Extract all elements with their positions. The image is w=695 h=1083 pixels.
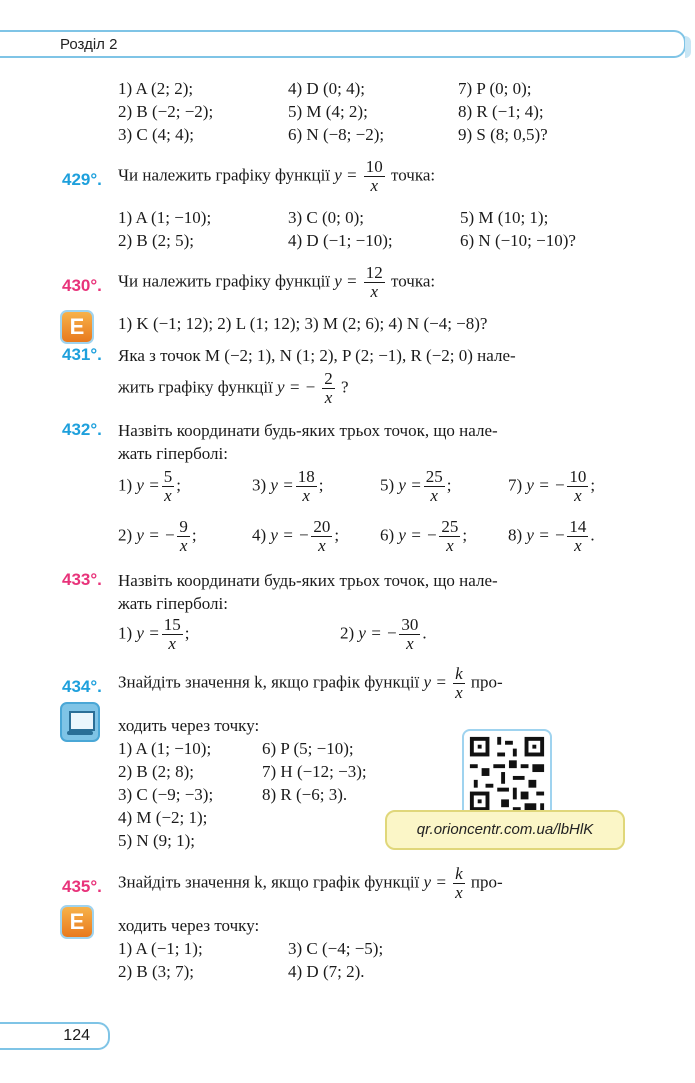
- fraction-denominator: x: [574, 486, 582, 505]
- exercise-number-435: 435°.: [62, 877, 102, 896]
- fraction-numerator: 18: [297, 467, 315, 486]
- function-label: y = −: [358, 623, 398, 643]
- exercise-429-question: [118, 158, 435, 195]
- exercise-number-430: 430°.: [62, 276, 102, 295]
- item-end: .: [422, 623, 427, 643]
- question-end: про-: [470, 872, 503, 892]
- fraction-numerator: k: [455, 864, 463, 883]
- fraction: [311, 518, 332, 555]
- exercise-431-line2: [118, 370, 349, 407]
- ex434-item-8: 8) R (−6; 3).: [262, 785, 348, 804]
- item-label: 2): [118, 525, 133, 545]
- item-end: ;: [590, 475, 596, 495]
- fraction-numerator: 15: [163, 615, 181, 634]
- ex429-item-1: 1) A (1; −10);: [118, 208, 212, 227]
- prev-item-5: 5) M (4; 2);: [288, 102, 368, 121]
- function-label: y =: [423, 872, 447, 892]
- exercise-432-line1: Назвіть координати будь-яких трьох точок, що нале-: [118, 421, 498, 440]
- item-end: ;: [334, 525, 340, 545]
- page-number: 124: [0, 1022, 110, 1050]
- exercise-433-line2: жать гіперболі:: [118, 594, 228, 613]
- fraction-denominator: x: [324, 388, 333, 407]
- item-label: 6): [380, 525, 395, 545]
- exercise-435-question: [118, 865, 503, 902]
- ex429-item-5: 5) M (10; 1);: [460, 208, 549, 227]
- exercise-number-431: 431°.: [62, 345, 102, 364]
- ex432-item-1: [118, 468, 181, 505]
- fraction: [296, 468, 317, 505]
- fraction-denominator: x: [302, 486, 310, 505]
- item-label: 7): [508, 475, 523, 495]
- question-text: Чи належить графіку функції: [118, 271, 331, 291]
- qr-link[interactable]: qr.orioncentr.com.ua/lbHlK: [385, 810, 625, 850]
- item-label: 8): [508, 525, 523, 545]
- ex429-item-4: 4) D (−1; −10);: [288, 231, 393, 250]
- ex435-item-3: 3) C (−4; −5);: [288, 939, 384, 958]
- fraction-denominator: x: [164, 486, 172, 505]
- question-end: ?: [341, 377, 349, 397]
- exercise-number-434: 434°.: [62, 677, 102, 696]
- ex432-item-5: [380, 468, 451, 505]
- fraction: [567, 518, 588, 555]
- fraction: [322, 370, 335, 407]
- ex434-item-4: 4) M (−2; 1);: [118, 808, 208, 827]
- exercise-434-question: [118, 665, 503, 702]
- prev-item-4: 4) D (0; 4);: [288, 79, 365, 98]
- function-label: y =: [334, 271, 358, 291]
- question-text: Знайдіть значення k, якщо графік функції: [118, 872, 420, 892]
- ex432-item-4: [252, 518, 339, 555]
- fraction-numerator: 25: [425, 467, 443, 486]
- ex432-item-7: [508, 468, 595, 505]
- fraction: [439, 518, 460, 555]
- fraction: [567, 468, 588, 505]
- ex432-item-8: [508, 518, 595, 555]
- question-end: про-: [470, 672, 503, 692]
- ex435-item-1: 1) A (−1; 1);: [118, 939, 203, 958]
- item-end: ;: [191, 525, 197, 545]
- exercise-434-line2: ходить через точку:: [118, 716, 260, 735]
- question-end: точка:: [391, 165, 436, 185]
- item-label: 1): [118, 475, 133, 495]
- item-end: ;: [462, 525, 468, 545]
- ex434-item-5: 5) N (9; 1);: [118, 831, 195, 850]
- item-end: .: [590, 525, 595, 545]
- item-end: ;: [318, 475, 324, 495]
- prev-item-8: 8) R (−1; 4);: [458, 102, 544, 121]
- qr-code-icon: [466, 733, 548, 815]
- fraction-denominator: x: [406, 634, 414, 653]
- fraction: [453, 865, 465, 902]
- question-text: Чи належить графіку функції: [118, 165, 331, 185]
- ex432-item-3: [252, 468, 323, 505]
- fraction: [424, 468, 445, 505]
- prev-item-2: 2) B (−2; −2);: [118, 102, 214, 121]
- function-label: y =: [334, 165, 358, 185]
- exercise-435-line2: ходить через точку:: [118, 916, 260, 935]
- exercise-433-line1: Назвіть координати будь-яких трьох точок, що нале-: [118, 571, 498, 590]
- fraction: [162, 616, 183, 653]
- fraction-denominator: x: [455, 683, 463, 702]
- fraction: [177, 518, 190, 555]
- exercise-430-question: [118, 264, 435, 301]
- item-label: 1): [118, 623, 133, 643]
- fraction-denominator: x: [370, 176, 379, 195]
- fraction-numerator: 5: [163, 467, 173, 486]
- fraction-denominator: x: [446, 536, 454, 555]
- ex434-item-2: 2) B (2; 8);: [118, 762, 195, 781]
- ex435-item-2: 2) B (3; 7);: [118, 962, 195, 981]
- fraction: [453, 665, 465, 702]
- ex434-item-1: 1) A (1; −10);: [118, 739, 212, 758]
- ex434-item-7: 7) H (−12; −3);: [262, 762, 367, 781]
- ex435-item-4: 4) D (7; 2).: [288, 962, 365, 981]
- function-label: y = −: [270, 525, 310, 545]
- fraction: [399, 616, 420, 653]
- fraction-numerator: 25: [441, 517, 459, 536]
- fraction-numerator: 20: [313, 517, 331, 536]
- ex429-item-3: 3) C (0; 0);: [288, 208, 365, 227]
- function-label: y =: [423, 672, 447, 692]
- exercise-431-line1: Яка з точок M (−2; 1), N (1; 2), P (2; −1), R (−2; 0) нале-: [118, 346, 516, 365]
- fraction-denominator: x: [455, 883, 463, 902]
- fraction: [162, 468, 175, 505]
- item-label: 3): [252, 475, 267, 495]
- fraction-numerator: 9: [179, 517, 188, 536]
- function-label: y =: [136, 623, 160, 643]
- item-end: ;: [176, 475, 181, 495]
- level-e-icon: E: [60, 905, 94, 939]
- question-text: жить графіку функції: [118, 377, 273, 397]
- exercise-number-429: 429°.: [62, 170, 102, 189]
- item-end: ;: [446, 475, 452, 495]
- item-label: 5): [380, 475, 395, 495]
- computer-base: [67, 731, 93, 735]
- fraction-denominator: x: [430, 486, 438, 505]
- fraction-numerator: 10: [569, 467, 587, 486]
- question-text: Знайдіть значення k, якщо графік функції: [118, 672, 420, 692]
- function-label: y = −: [526, 525, 566, 545]
- ex432-item-6: [380, 518, 467, 555]
- fraction: [364, 158, 385, 195]
- fraction-denominator: x: [168, 634, 176, 653]
- fraction: [364, 264, 385, 301]
- question-end: точка:: [391, 271, 436, 291]
- item-end: ;: [184, 623, 190, 643]
- function-label: y = −: [526, 475, 566, 495]
- section-title: Розділ 2: [60, 36, 118, 53]
- item-label: 4): [252, 525, 267, 545]
- fraction-denominator: x: [318, 536, 326, 555]
- fraction-numerator: 14: [569, 517, 587, 536]
- ex430-items: 1) K (−1; 12); 2) L (1; 12); 3) M (2; 6); 4) N (−4; −8)?: [118, 314, 488, 333]
- computer-icon: [60, 702, 100, 742]
- ex429-item-2: 2) B (2; 5);: [118, 231, 195, 250]
- function-label: y = −: [277, 377, 317, 397]
- item-label: 2): [340, 623, 355, 643]
- fraction-denominator: x: [574, 536, 582, 555]
- function-label: y = −: [136, 525, 176, 545]
- level-e-icon: E: [60, 310, 94, 344]
- ex434-item-3: 3) C (−9; −3);: [118, 785, 214, 804]
- qr-code[interactable]: [462, 729, 552, 819]
- exercise-432-line2: жать гіперболі:: [118, 444, 228, 463]
- fraction-numerator: 12: [365, 263, 383, 282]
- ex433-item-2: [340, 616, 427, 653]
- function-label: y =: [136, 475, 160, 495]
- computer-screen: [69, 711, 95, 731]
- exercise-number-433: 433°.: [62, 570, 102, 589]
- prev-item-6: 6) N (−8; −2);: [288, 125, 385, 144]
- prev-item-3: 3) C (4; 4);: [118, 125, 195, 144]
- prev-item-1: 1) A (2; 2);: [118, 79, 194, 98]
- function-label: y =: [398, 475, 422, 495]
- function-label: y = −: [398, 525, 438, 545]
- fraction-denominator: x: [179, 536, 188, 555]
- fraction-numerator: 30: [401, 615, 419, 634]
- fraction-numerator: 10: [365, 157, 383, 176]
- ex429-item-6: 6) N (−10; −10)?: [460, 231, 576, 250]
- prev-item-7: 7) P (0; 0);: [458, 79, 532, 98]
- ex434-item-6: 6) P (5; −10);: [262, 739, 354, 758]
- exercise-number-432: 432°.: [62, 420, 102, 439]
- ex433-item-1: [118, 616, 189, 653]
- function-label: y =: [270, 475, 294, 495]
- fraction-numerator: 2: [324, 369, 333, 388]
- fraction-denominator: x: [370, 282, 379, 301]
- ex432-item-2: [118, 518, 197, 555]
- fraction-numerator: k: [455, 664, 463, 683]
- prev-item-9: 9) S (8; 0,5)?: [458, 125, 548, 144]
